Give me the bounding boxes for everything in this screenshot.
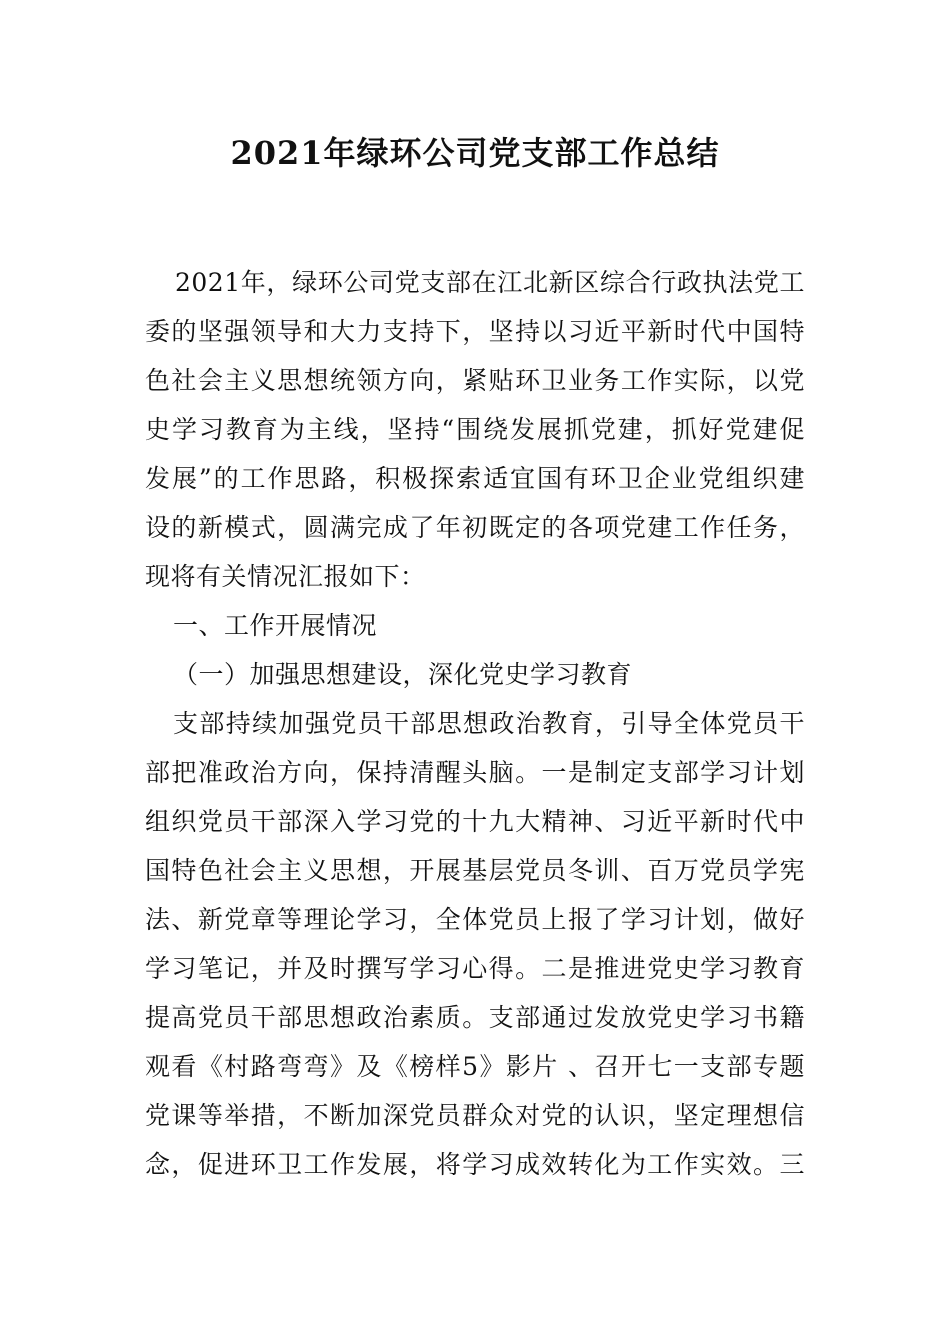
intro-line: 发展”的工作思路，积极探索适宜国有环卫企业党组织建 [145, 464, 805, 493]
section-line: 国特色社会主义思想，开展基层党员冬训、百万党员学宪 [145, 856, 805, 885]
intro-line: 史学习教育为主线，坚持“围绕发展抓党建，抓好党建促 [145, 415, 805, 444]
intro-line: 现将有关情况汇报如下： [145, 562, 426, 591]
document-title: 2021年绿环公司党支部工作总结 [230, 134, 720, 172]
section-heading: 一、工作开展情况 [173, 611, 378, 640]
section-line: 组织党员干部深入学习党的十九大精神、习近平新时代中 [145, 807, 805, 836]
section-line: 学习笔记，并及时撰写学习心得。二是推进党史学习教育 [145, 954, 805, 983]
section-line: 党课等举措，不断加深党员群众对党的认识，坚定理想信 [145, 1101, 805, 1130]
section-line: 提高党员干部思想政治素质。支部通过发放党史学习书籍 [145, 1003, 805, 1032]
intro-line: 设的新模式，圆满完成了年初既定的各项党建工作任务， [145, 513, 805, 542]
subsection-heading: （一）加强思想建设，深化党史学习教育 [173, 660, 633, 689]
section-line: 法、新党章等理论学习，全体党员上报了学习计划，做好 [145, 905, 805, 934]
section-line: 部把准政治方向，保持清醒头脑。一是制定支部学习计划 [145, 758, 805, 787]
section-line: 支部持续加强党员干部思想政治教育，引导全体党员干 [173, 709, 805, 738]
intro-line: 色社会主义思想统领方向，紧贴环卫业务工作实际，以党 [145, 366, 805, 395]
section-line: 念，促进环卫工作发展，将学习成效转化为工作实效。三 [145, 1150, 805, 1179]
intro-line: 2021年，绿环公司党支部在江北新区综合行政执法党工 [175, 268, 805, 297]
section-line: 观看《村路弯弯》及《榜样5》影片 、召开七一支部专题 [145, 1052, 805, 1081]
intro-line: 委的坚强领导和大力支持下，坚持以习近平新时代中国特 [145, 317, 805, 346]
document-body [145, 258, 805, 1189]
